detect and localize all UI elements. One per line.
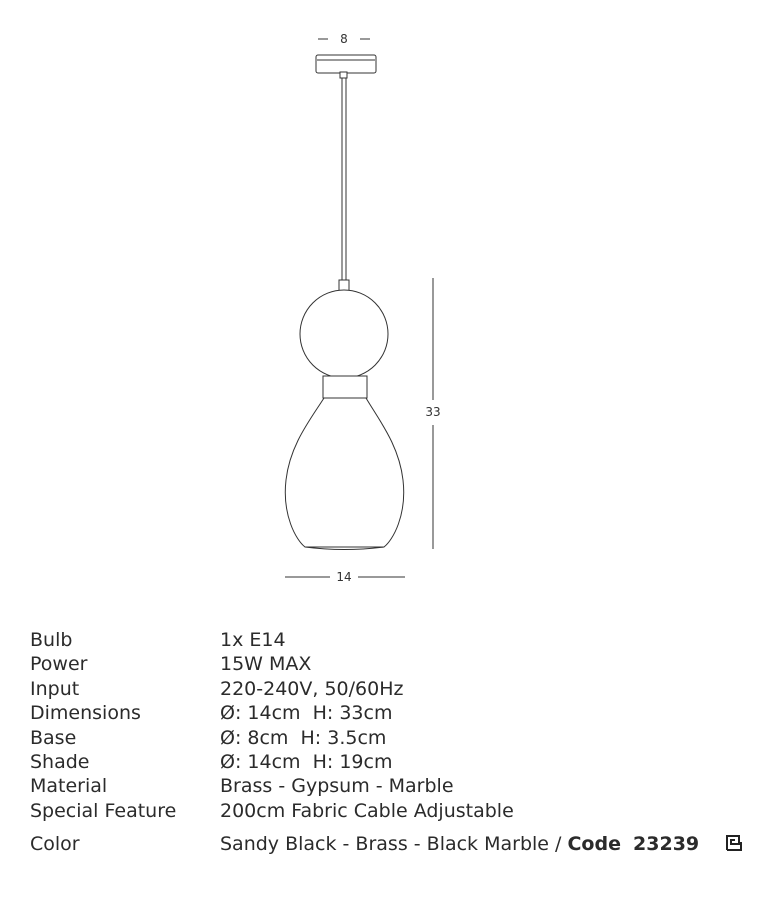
spec-value: Brass - Gypsum - Marble — [220, 775, 454, 798]
spec-row-material — [30, 774, 750, 798]
spec-label: Base — [30, 726, 77, 749]
spec-value: Ø: 14cm H: 33cm — [220, 702, 393, 725]
color-value: Sandy Black - Brass - Black Marble / — [220, 833, 568, 856]
shade-width-label: 14 — [336, 570, 352, 584]
height-label: 33 — [425, 405, 441, 419]
spec-value — [220, 832, 750, 858]
spec-value: 200cm Fabric Cable Adjustable — [220, 799, 514, 822]
brass-ring — [323, 376, 367, 398]
spec-row-power — [30, 652, 750, 676]
spec-row-dimensions — [30, 701, 750, 725]
code-value: 23239 — [633, 833, 700, 856]
ceiling-canopy — [316, 55, 376, 78]
shade-body — [285, 398, 403, 547]
spec-label: Material — [30, 775, 108, 798]
spec-label: Power — [30, 653, 88, 676]
spec-label: Color — [30, 833, 80, 856]
brand-mark-icon — [725, 834, 743, 858]
specs-table — [30, 628, 750, 859]
spec-value: Ø: 8cm H: 3.5cm — [220, 726, 387, 749]
height-dimension — [425, 278, 440, 549]
spec-value: 15W MAX — [220, 653, 312, 676]
upper-sphere — [300, 290, 388, 378]
spec-row-input — [30, 677, 750, 701]
spec-label: Bulb — [30, 629, 73, 651]
spec-label: Shade — [30, 751, 90, 774]
spec-label: Special Feature — [30, 799, 177, 822]
suspension-cable — [339, 78, 349, 294]
spec-label: Input — [30, 677, 80, 700]
spec-row-special-feature — [30, 799, 750, 823]
spec-row-shade — [30, 750, 750, 774]
spec-row-bulb — [30, 628, 750, 652]
shade-width-dimension — [285, 570, 405, 584]
base-width-dimension — [318, 32, 370, 46]
spec-value: 220-240V, 50/60Hz — [220, 677, 404, 700]
spec-row-base — [30, 726, 750, 750]
code-label: Code — [567, 833, 621, 856]
spec-value: Ø: 14cm H: 19cm — [220, 751, 393, 774]
base-width-label: 8 — [340, 32, 348, 46]
spec-value: 1x E14 — [220, 629, 286, 651]
spec-row-color — [30, 832, 750, 858]
spec-label: Dimensions — [30, 702, 141, 725]
